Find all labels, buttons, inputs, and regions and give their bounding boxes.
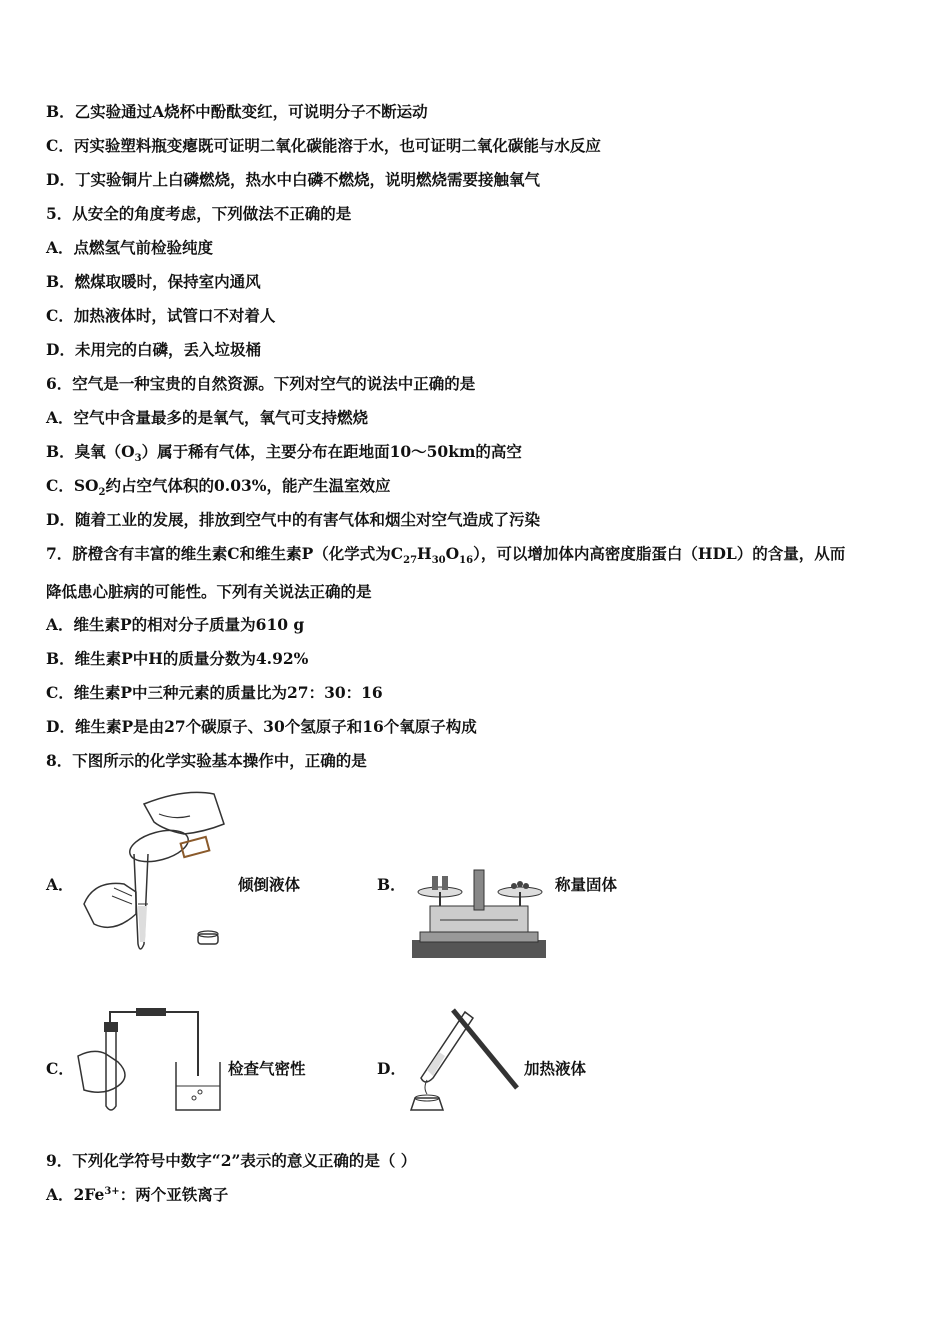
fig-b-label: B．	[377, 875, 406, 894]
option-5a: A．点燃氢气前检验纯度	[46, 238, 214, 257]
fig-b-caption: 称量固体	[555, 875, 618, 894]
question-8: 8．下图所示的化学实验基本操作中，正确的是	[46, 751, 367, 770]
option-6b: B．臭氧$(O_3)$属于稀有气体，主要分布在距地面10～50km的高空	[46, 442, 522, 465]
fig-a-pour-liquid-illustration	[74, 784, 234, 964]
fig-d-label: D．	[377, 1059, 406, 1078]
fig-c-label: C．	[46, 1059, 74, 1078]
option-7a: A．维生素P的相对分子质量为610 g	[46, 615, 305, 634]
option-7b: B．维生素P中H的质量分数为4.92%	[46, 649, 309, 668]
question-9: 9．下列化学符号中数字“2”表示的意义正确的是（ ）	[46, 1151, 417, 1170]
option-6a: A．空气中含量最多的是氧气，氧气可支持燃烧	[46, 408, 369, 427]
fig-c-caption: 检查气密性	[228, 1059, 306, 1078]
fig-b-balance-illustration	[410, 862, 550, 962]
option-5d: D．未用完的白磷，丢入垃圾桶	[46, 340, 261, 359]
fig-a-caption: 倾倒液体	[238, 875, 301, 894]
option-4c: C．丙实验塑料瓶变瘪既可证明二氧化碳能溶于水，也可证明二氧化碳能与水反应	[46, 136, 601, 155]
fig-d-caption: 加热液体	[524, 1059, 587, 1078]
fig-d-heating-liquid-illustration	[405, 1002, 525, 1118]
option-5c: C．加热液体时，试管口不对着人	[46, 306, 276, 325]
option-7c: C．维生素P中三种元素的质量比为27：30：16	[46, 683, 383, 702]
option-5b: B．燃煤取暖时，保持室内通风	[46, 272, 261, 291]
option-7d: D．维生素P是由27个碳原子、30个氢原子和16个氧原子构成	[46, 717, 477, 736]
option-4d: D．丁实验铜片上白磷燃烧，热水中白磷不燃烧，说明燃烧需要接触氧气	[46, 170, 540, 189]
question-7: 7．脐橙含有丰富的维生素C和维生素P（化学式为$C_{27}H_{30}O_{16}$），可以增加体内高密度脂蛋白（HDL）的含量，从而	[46, 544, 846, 567]
fig-c-airtightness-illustration	[74, 1006, 224, 1116]
question-7-cont: 降低患心脏病的可能性。下列有关说法正确的是	[46, 582, 372, 601]
question-6: 6．空气是一种宝贵的自然资源。下列对空气的说法中正确的是	[46, 374, 476, 393]
question-5: 5．从安全的角度考虑，下列做法不正确的是	[46, 204, 352, 223]
option-9a: A．$2Fe^{3+}$：两个亚铁离子	[46, 1185, 229, 1204]
option-6c: C．$SO_2$约占空气体积的0.03%，能产生温室效应	[46, 476, 391, 499]
option-6d: D．随着工业的发展，排放到空气中的有害气体和烟尘对空气造成了污染	[46, 510, 540, 529]
option-4b: B．乙实验通过A烧杯中酚酞变红，可说明分子不断运动	[46, 102, 428, 121]
fig-a-label: A．	[46, 875, 74, 894]
